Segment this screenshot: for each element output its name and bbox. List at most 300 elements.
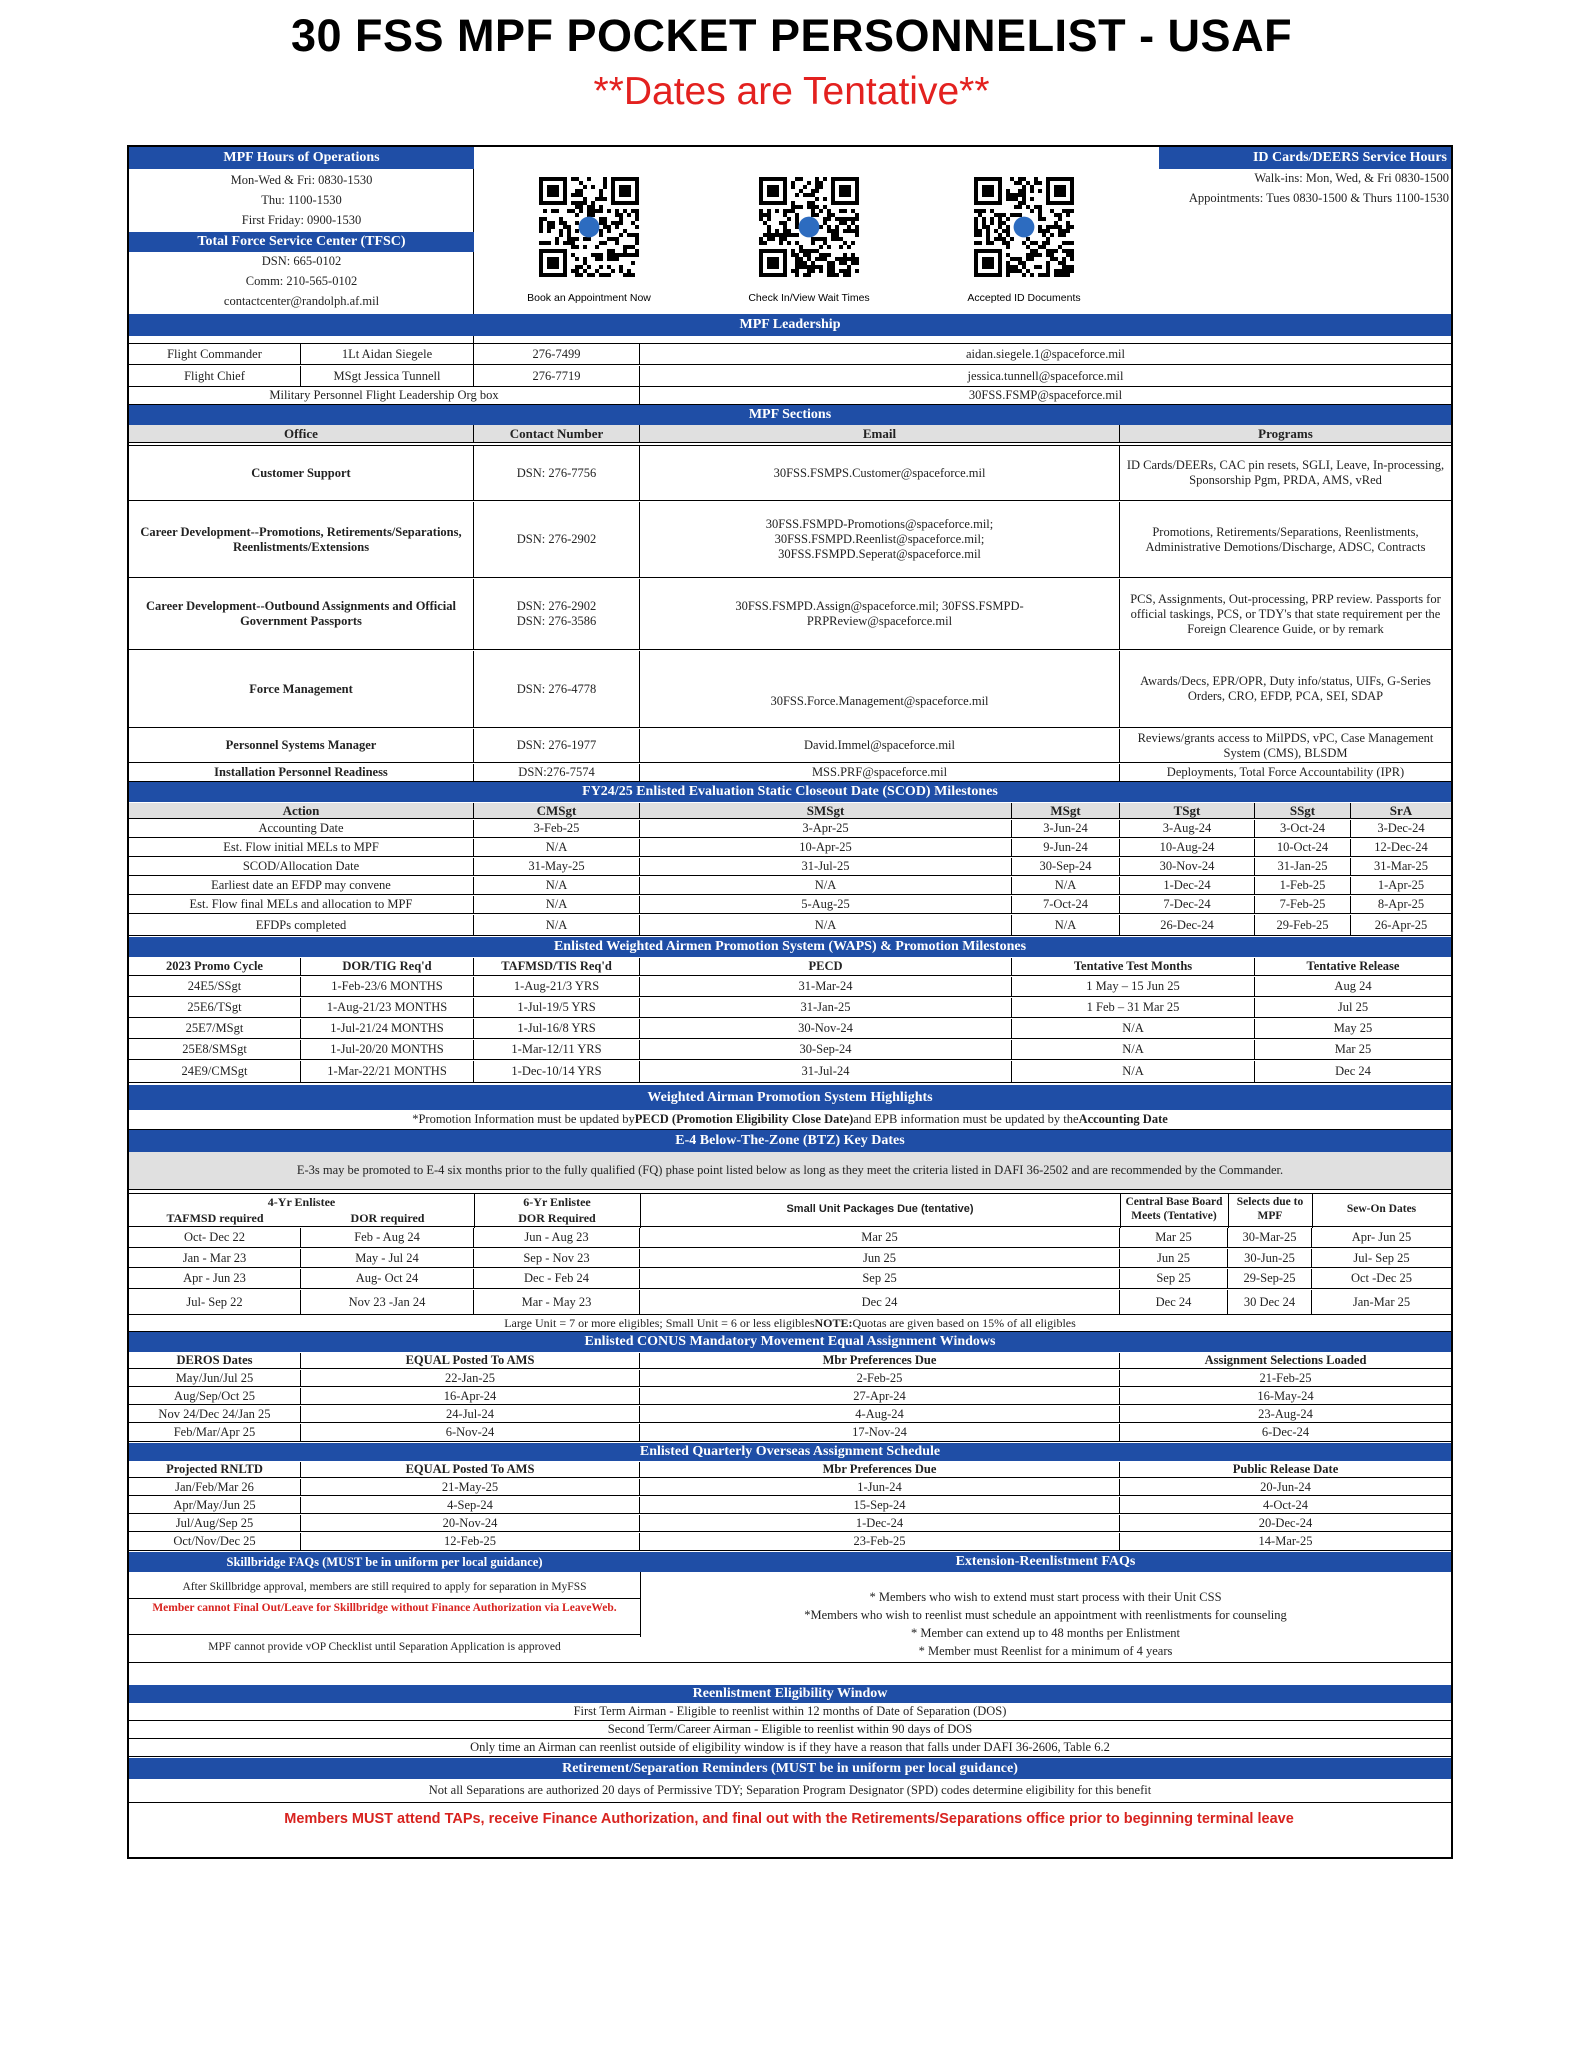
scod-cell: Accounting Date — [129, 820, 474, 837]
overseas-column-headers — [129, 1462, 1451, 1478]
conus-cell: 16-Apr-24 — [301, 1388, 640, 1404]
overseas-cell: 20-Jun-24 — [1260, 1479, 1311, 1494]
skillbridge-header: Skillbridge FAQs (MUST be in uniform per local guidance) — [129, 1552, 640, 1572]
btz-group-6yr: 6-Yr Enlistee — [523, 1195, 591, 1209]
qr-code-wait-times[interactable] — [759, 177, 859, 277]
overseas-cell: 12-Feb-25 — [301, 1533, 640, 1550]
scod-row — [129, 839, 1451, 857]
overseas-cell: Jul/Aug/Sep 25 — [129, 1515, 301, 1531]
id-cards-appointments: Appointments: Tues 0830-1500 & Thurs 1100-1530 — [1188, 191, 1449, 205]
leader-role: Flight Commander — [129, 344, 301, 364]
btz-row — [129, 1290, 1451, 1315]
btz-cell: Sep 25 — [640, 1269, 1120, 1288]
leadership-row — [129, 343, 1451, 365]
btz-cell: May - Jul 24 — [301, 1249, 474, 1267]
scod-col-tsgt: TSgt — [1120, 803, 1255, 818]
btz-col-sup: Small Unit Packages Due (tentative) — [786, 1203, 974, 1215]
highlights-header: Weighted Airman Promotion System Highlights — [129, 1085, 1451, 1110]
scod-cell: 3-Apr-25 — [640, 820, 1012, 837]
scod-cell: N/A — [640, 915, 1012, 935]
page-subtitle: **Dates are Tentative** — [593, 70, 990, 113]
waps-cell: 1 May – 15 Jun 25 — [1012, 977, 1255, 996]
section-office: Career Development--Outbound Assignments and Official Government Passports — [129, 579, 474, 649]
scod-col-smsgt: SMSgt — [640, 803, 1012, 818]
btz-group-4yr: 4-Yr Enlistee — [267, 1195, 336, 1209]
waps-col-tafmsd: TAFMSD/TIS Req'd — [474, 958, 640, 975]
conus-col-deros: DEROS Dates — [129, 1353, 301, 1368]
scod-cell: Est. Flow final MELs and allocation to MPF — [129, 896, 474, 913]
overseas-col-rnltd: Projected RNLTD — [129, 1462, 301, 1477]
scod-cell: 3-Feb-25 — [474, 820, 640, 837]
leadership-org-row — [129, 387, 1451, 405]
scod-cell: 3-Dec-24 — [1377, 821, 1425, 835]
section-contact: DSN: 276-2902 — [474, 502, 640, 577]
waps-col-test-months: Tentative Test Months — [1012, 958, 1255, 975]
waps-cell: N/A — [1012, 1019, 1255, 1038]
btz-cell: Oct -Dec 25 — [1350, 1271, 1413, 1285]
scod-cell: N/A — [1012, 915, 1120, 935]
scod-cell: Earliest date an EFDP may convene — [129, 877, 474, 894]
waps-cell: Jul 25 — [1337, 1000, 1369, 1014]
btz-cell: Sep 25 — [1120, 1269, 1228, 1288]
section-row — [129, 445, 1451, 501]
scod-cell: 3-Aug-24 — [1120, 820, 1255, 837]
waps-col-release: Tentative Release — [1306, 959, 1400, 973]
qr-code-appointment[interactable] — [539, 177, 639, 277]
extension-line-4: * Member must Reenlist for a minimum of 4 years — [918, 1644, 1173, 1658]
section-office: Customer Support — [129, 446, 474, 500]
scod-col-action: Action — [129, 803, 474, 818]
scod-cell: N/A — [474, 915, 640, 935]
btz-col-cbb: Central Base Board Meets (Tentative) — [1125, 1196, 1223, 1223]
extension-line-1: * Members who wish to extend must start process with their Unit CSS — [869, 1590, 1222, 1604]
btz-row — [129, 1228, 1451, 1248]
scod-col-sra: SrA — [1351, 803, 1451, 818]
btz-cell: Feb - Aug 24 — [301, 1228, 474, 1247]
scod-cell: 12-Dec-24 — [1374, 840, 1428, 854]
conus-cell: 6-Nov-24 — [301, 1424, 640, 1441]
scod-cell: N/A — [1012, 877, 1120, 894]
btz-col-sel: Selects due to MPF — [1236, 1196, 1304, 1223]
skillbridge-warning: Member cannot Final Out/Leave for Skillbridge without Finance Authorization via LeaveWeb. — [152, 1602, 617, 1614]
overseas-cell: 15-Sep-24 — [640, 1497, 1120, 1513]
btz-cell: Mar - May 23 — [474, 1290, 640, 1314]
waps-cell: 30-Nov-24 — [640, 1019, 1012, 1038]
section-programs: ID Cards/DEERs, CAC pin resets, SGLI, Leave, In-processing, Sponsorship Pgm, PRDA, AMS, vRed — [1126, 458, 1445, 487]
scod-cell: N/A — [474, 877, 640, 894]
btz-cell: Dec 24 — [640, 1290, 1120, 1314]
waps-row — [129, 1019, 1451, 1039]
waps-row — [129, 977, 1451, 997]
highlights-pre: *Promotion Information must be updated by — [412, 1112, 635, 1126]
sections-header: MPF Sections — [129, 405, 1451, 425]
page-title: 30 FSS MPF POCKET PERSONNELIST - USAF — [290, 10, 1293, 61]
waps-cell: 1-Jul-20/20 MONTHS — [301, 1040, 474, 1059]
leadership-row — [129, 366, 1451, 387]
retirement-line: Not all Separations are authorized 20 days of Permissive TDY; Separation Program Designator (SPD) codes determine eligibility for this benefit — [428, 1783, 1152, 1797]
waps-cell: 25E6/TSgt — [129, 998, 301, 1017]
scod-cell: 26-Apr-25 — [1374, 917, 1428, 932]
waps-cell: 1-Jul-21/24 MONTHS — [301, 1019, 474, 1038]
btz-cell: Jul- Sep 22 — [129, 1290, 301, 1314]
conus-cell: 23-Aug-24 — [1258, 1406, 1313, 1421]
waps-cell: N/A — [1012, 1061, 1255, 1082]
waps-cell: 1-Aug-21/23 MONTHS — [301, 998, 474, 1017]
section-programs: PCS, Assignments, Out-processing, PRP review. Passports for official taskings, PCS, or TDY's that state requirement per the Foreign Clearence Guide, or by remark — [1130, 591, 1441, 636]
waps-row — [129, 998, 1451, 1018]
conus-row — [129, 1406, 1451, 1423]
scod-row — [129, 858, 1451, 876]
id-cards-header: ID Cards/DEERS Service Hours — [1159, 147, 1451, 169]
hours-line-3: First Friday: 0900-1530 — [241, 213, 362, 227]
conus-cell: May/Jun/Jul 25 — [129, 1370, 301, 1386]
waps-cell: May 25 — [1333, 1021, 1373, 1035]
btz-footnote-pre: Large Unit = 7 or more eligibles; Small Unit = 6 or less eligibles — [504, 1316, 815, 1331]
id-cards-walkins: Walk-ins: Mon, Wed, & Fri 0830-1500 — [1254, 171, 1449, 185]
overseas-col-equal: EQUAL Posted To AMS — [301, 1462, 640, 1477]
conus-row — [129, 1388, 1451, 1405]
scod-cell: 10-Apr-25 — [640, 839, 1012, 856]
scod-cell: 29-Feb-25 — [1255, 915, 1351, 935]
overseas-header: Enlisted Quarterly Overseas Assignment Schedule — [129, 1443, 1451, 1461]
waps-col-cycle: 2023 Promo Cycle — [129, 958, 301, 975]
scod-cell: N/A — [474, 839, 640, 856]
waps-row — [129, 1061, 1451, 1083]
conus-row — [129, 1424, 1451, 1442]
scod-cell: 7-Dec-24 — [1120, 896, 1255, 913]
btz-cell: Apr - Jun 23 — [129, 1269, 301, 1288]
overseas-col-prefs: Mbr Preferences Due — [640, 1462, 1120, 1477]
highlights-mid: and EPB information must be updated by the — [853, 1112, 1079, 1126]
leader-phone: 276-7499 — [474, 344, 640, 364]
hours-line-1: Mon-Wed & Fri: 0830-1530 — [230, 173, 373, 187]
highlights-accounting: Accounting Date — [1078, 1112, 1168, 1126]
btz-note-row — [129, 1152, 1451, 1190]
scod-cell: 9-Jun-24 — [1012, 839, 1120, 856]
reenlist-row — [129, 1739, 1451, 1757]
waps-cell: 31-Mar-24 — [640, 977, 1012, 996]
extension-line-3: * Member can extend up to 48 months per Enlistment — [910, 1626, 1181, 1640]
waps-cell: 1-Jul-19/5 YRS — [474, 998, 640, 1017]
scod-cell: 26-Dec-24 — [1120, 915, 1255, 935]
btz-row — [129, 1269, 1451, 1289]
btz-col-tafmsd: TAFMSD required — [166, 1211, 264, 1225]
section-contact: DSN: 276-4778 — [474, 651, 640, 727]
waps-cell: 31-Jan-25 — [640, 998, 1012, 1017]
btz-cell: Mar 25 — [640, 1228, 1120, 1247]
waps-cell: 25E7/MSgt — [129, 1019, 301, 1038]
waps-cell: 1-Dec-10/14 YRS — [474, 1061, 640, 1082]
btz-row — [129, 1249, 1451, 1268]
section-programs: Reviews/grants access to MilPDS, vPC, Case Management System (CMS), BLSDM — [1137, 730, 1434, 760]
leader-org-email[interactable]: 30FSS.FSMP@spaceforce.mil — [968, 388, 1123, 402]
section-email[interactable]: 30FSS.FSMPD-Promotions@spaceforce.mil; 30FSS.FSMPD.Reenlist@spaceforce.mil; 30FSS.FSMPD.Seperat@spaceforce.mil — [640, 502, 1120, 577]
skillbridge-line-1: After Skillbridge approval, members are still required to apply for separation in MyFSS — [182, 1581, 587, 1593]
conus-cell: Nov 24/Dec 24/Jan 25 — [129, 1406, 301, 1422]
col-contact: Contact Number — [474, 425, 640, 442]
scod-cell: 30-Nov-24 — [1120, 858, 1255, 875]
leader-email[interactable]: aidan.siegele.1@spaceforce.mil — [965, 346, 1125, 361]
overseas-cell: Oct/Nov/Dec 25 — [129, 1533, 301, 1550]
btz-cell: Dec - Feb 24 — [474, 1269, 640, 1288]
conus-cell: 22-Jan-25 — [301, 1370, 640, 1386]
btz-cell: Sep - Nov 23 — [474, 1249, 640, 1267]
btz-col-sew: Sew-On Dates — [1346, 1203, 1417, 1215]
overseas-cell: 21-May-25 — [301, 1479, 640, 1495]
qr-caption-wait-times: Check In/View Wait Times — [748, 292, 870, 304]
section-programs: Awards/Decs, EPR/OPR, Duty info/status, UIFs, G-Series Orders, CRO, EFDP, PCA, SEI, SDAP — [1140, 674, 1431, 703]
leader-role: Flight Chief — [129, 366, 301, 386]
reenlist-header: Reenlistment Eligibility Window — [129, 1685, 1451, 1703]
btz-footnote — [129, 1316, 1451, 1331]
qr-caption-id-documents: Accepted ID Documents — [967, 292, 1081, 304]
btz-cell: 30 Dec 24 — [1228, 1290, 1312, 1314]
scod-header: FY24/25 Enlisted Evaluation Static Closeout Date (SCOD) Milestones — [129, 782, 1451, 802]
scod-column-headers — [129, 803, 1451, 819]
section-contact: DSN:276-7574 — [474, 764, 640, 781]
waps-cell: 1 Feb – 31 Mar 25 — [1012, 998, 1255, 1017]
conus-cell: 6-Dec-24 — [1261, 1425, 1310, 1439]
btz-cell: 29-Sep-25 — [1228, 1269, 1312, 1288]
leadership-header: MPF Leadership — [129, 314, 1451, 336]
overseas-cell: 4-Sep-24 — [301, 1497, 640, 1513]
waps-cell: Aug 24 — [1334, 979, 1372, 993]
highlights-text — [129, 1110, 1451, 1129]
conus-column-headers — [129, 1353, 1451, 1369]
waps-col-dor: DOR/TIG Req'd — [301, 958, 474, 975]
col-programs: Programs — [1120, 425, 1451, 442]
qr-caption-appointment: Book an Appointment Now — [527, 292, 651, 304]
overseas-cell: 4-Oct-24 — [1262, 1497, 1309, 1512]
reenlist-line-1: First Term Airman - Eligible to reenlist within 12 months of Date of Separation (DOS) — [573, 1704, 1007, 1718]
scod-cell: 3-Jun-24 — [1012, 820, 1120, 837]
conus-col-prefs: Mbr Preferences Due — [640, 1353, 1120, 1368]
overseas-cell: Apr/May/Jun 25 — [129, 1497, 301, 1513]
section-contact: DSN: 276-1977 — [474, 729, 640, 762]
btz-col-dor: DOR required — [350, 1211, 425, 1225]
section-programs: Promotions, Retirements/Separations, Reenlistments, Administrative Demotions/Discharge, ADSC, Contracts — [1145, 524, 1426, 554]
btz-cell: Aug- Oct 24 — [301, 1269, 474, 1288]
scod-cell: Est. Flow initial MELs to MPF — [129, 839, 474, 856]
scod-cell: EFDPs completed — [129, 915, 474, 935]
scod-cell: 31-Jan-25 — [1255, 858, 1351, 875]
col-email: Email — [640, 425, 1120, 442]
retirement-warning: Members MUST attend TAPs, receive Finance Authorization, and final out with the Retirements/Separations office prior to beginning terminal leave — [284, 1811, 1294, 1827]
reenlist-row — [129, 1703, 1451, 1721]
section-row — [129, 729, 1451, 763]
waps-cell: 1-Aug-21/3 YRS — [474, 977, 640, 996]
conus-header: Enlisted CONUS Mandatory Movement Equal Assignment Windows — [129, 1332, 1451, 1352]
highlights-row — [129, 1110, 1451, 1130]
waps-cell: 24E5/SSgt — [129, 977, 301, 996]
leader-email[interactable]: jessica.tunnell@spaceforce.mil — [967, 368, 1124, 383]
conus-cell: 16-May-24 — [1257, 1388, 1314, 1403]
btz-cell: Jul- Sep 25 — [1353, 1250, 1410, 1265]
extension-line-2: *Members who wish to reenlist must schedule an appointment with reenlistments for counseling — [804, 1608, 1287, 1622]
waps-cell: 25E8/SMSgt — [129, 1040, 301, 1059]
scod-cell: N/A — [474, 896, 640, 913]
waps-cell: 1-Jul-16/8 YRS — [474, 1019, 640, 1038]
btz-footnote-row — [129, 1316, 1451, 1332]
reenlist-line-2: Second Term/Career Airman - Eligible to reenlist within 90 days of DOS — [607, 1722, 973, 1736]
section-email[interactable]: 30FSS.FSMPS.Customer@spaceforce.mil — [640, 446, 1120, 500]
btz-cell: Jan - Mar 23 — [129, 1249, 301, 1267]
retirement-row — [129, 1779, 1451, 1803]
conus-col-equal: EQUAL Posted To AMS — [301, 1353, 640, 1368]
hours-block — [129, 169, 474, 369]
leader-name: 1Lt Aidan Siegele — [301, 344, 474, 364]
scod-row — [129, 820, 1451, 838]
scod-cell: 1-Feb-25 — [1255, 877, 1351, 894]
conus-cell: 4-Aug-24 — [640, 1406, 1120, 1422]
tfsc-dsn: DSN: 665-0102 — [261, 254, 342, 268]
overseas-cell: 1-Dec-24 — [640, 1515, 1120, 1531]
section-office: Force Management — [129, 651, 474, 727]
scod-row — [129, 896, 1451, 914]
btz-cell: Apr- Jun 25 — [1351, 1230, 1412, 1244]
scod-cell: 10-Aug-24 — [1120, 839, 1255, 856]
btz-cell: Jun 25 — [1120, 1249, 1228, 1267]
scod-cell: 31-May-25 — [474, 858, 640, 875]
scod-row — [129, 877, 1451, 895]
section-row — [129, 579, 1451, 650]
section-email[interactable]: 30FSS.FSMPD.Assign@spaceforce.mil; 30FSS.FSMPD-PRPReview@spaceforce.mil — [640, 579, 1120, 649]
btz-cell: 30-Jun-25 — [1228, 1249, 1312, 1267]
btz-cell: Jun - Aug 23 — [474, 1228, 640, 1247]
btz-note: E-3s may be promoted to E-4 six months prior to the fully qualified (FQ) phase point listed below as long as they meet the criteria listed in DAFI 36-2502 and are recommended by the Commander. — [296, 1163, 1284, 1177]
scod-col-cmsgt: CMSgt — [474, 803, 640, 818]
overseas-cell: 20-Dec-24 — [1258, 1515, 1313, 1530]
section-contact: DSN: 276-7756 — [474, 446, 640, 500]
conus-cell: 2-Feb-25 — [640, 1370, 1120, 1386]
btz-col-dor6: DOR Required — [518, 1211, 596, 1225]
overseas-cell: 20-Nov-24 — [301, 1515, 640, 1531]
scod-cell: 1-Apr-25 — [1377, 878, 1425, 892]
conus-cell: Aug/Sep/Oct 25 — [129, 1388, 301, 1404]
btz-cell: Mar 25 — [1120, 1228, 1228, 1247]
scod-cell: 3-Oct-24 — [1255, 820, 1351, 837]
scod-cell: 31-Jul-25 — [640, 858, 1012, 875]
tfsc-header: Total Force Service Center (TFSC) — [129, 232, 474, 252]
waps-cell: 1-Mar-22/21 MONTHS — [301, 1061, 474, 1082]
conus-cell: Feb/Mar/Apr 25 — [129, 1424, 301, 1441]
waps-cell: Dec 24 — [1335, 1064, 1371, 1078]
waps-col-pecd: PECD — [640, 958, 1012, 975]
overseas-cell: 23-Feb-25 — [640, 1533, 1120, 1550]
waps-cell: N/A — [1012, 1040, 1255, 1059]
btz-cell: Nov 23 -Jan 24 — [301, 1290, 474, 1314]
section-office: Installation Personnel Readiness — [129, 764, 474, 781]
section-email[interactable]: David.Immel@spaceforce.mil — [640, 729, 1120, 762]
col-office: Office — [129, 425, 474, 442]
tfsc-comm: Comm: 210-565-0102 — [245, 274, 358, 288]
scod-cell: 7-Oct-24 — [1012, 896, 1120, 913]
overseas-row — [129, 1479, 1451, 1496]
conus-cell: 27-Apr-24 — [640, 1388, 1120, 1404]
section-office: Career Development--Promotions, Retirements/Separations, Reenlistments/Extensions — [129, 502, 474, 577]
scod-cell: 5-Aug-25 — [640, 896, 1012, 913]
skillbridge-line-3: MPF cannot provide vOP Checklist until Separation Application is approved — [208, 1641, 561, 1653]
scod-col-ssgt: SSgt — [1255, 803, 1351, 818]
waps-cell: 30-Sep-24 — [640, 1040, 1012, 1059]
scod-row — [129, 915, 1451, 936]
hours-header: MPF Hours of Operations — [129, 147, 474, 169]
leader-org-label: Military Personnel Flight Leadership Org box — [129, 387, 640, 404]
extension-header: Extension-Reenlistment FAQs — [640, 1552, 1451, 1572]
btz-column-headers — [129, 1193, 1451, 1227]
overseas-row — [129, 1533, 1451, 1551]
section-email[interactable]: 30FSS.Force.Management@spaceforce.mil — [640, 651, 1120, 727]
tfsc-email[interactable]: contactcenter@randolph.af.mil — [223, 294, 380, 308]
waps-cell: 1-Feb-23/6 MONTHS — [301, 977, 474, 996]
overseas-col-release: Public Release Date — [1232, 1462, 1339, 1476]
waps-row — [129, 1040, 1451, 1060]
reenlist-line-3: Only time an Airman can reenlist outside of eligibility window is if they have a reason that falls under DAFI 36-2606, Table 6.2 — [470, 1740, 1110, 1754]
section-row — [129, 764, 1451, 782]
leader-phone: 276-7719 — [474, 366, 640, 386]
scod-col-msgt: MSgt — [1012, 803, 1120, 818]
waps-cell: 31-Jul-24 — [640, 1061, 1012, 1082]
conus-cell: 17-Nov-24 — [640, 1424, 1120, 1441]
section-office: Personnel Systems Manager — [129, 729, 474, 762]
btz-cell: Jun 25 — [640, 1249, 1120, 1267]
scod-cell: N/A — [640, 877, 1012, 894]
waps-cell: 1-Mar-12/11 YRS — [474, 1040, 640, 1059]
overseas-row — [129, 1515, 1451, 1532]
conus-cell: 24-Jul-24 — [301, 1406, 640, 1422]
waps-cell: 24E9/CMSgt — [129, 1061, 301, 1082]
overseas-cell: 1-Jun-24 — [640, 1479, 1120, 1495]
leader-name: MSgt Jessica Tunnell — [301, 366, 474, 386]
overseas-cell: 14-Mar-25 — [1258, 1534, 1313, 1548]
btz-footnote-post: Quotas are given based on 15% of all eligibles — [852, 1316, 1076, 1331]
reenlist-row — [129, 1721, 1451, 1739]
conus-col-selections: Assignment Selections Loaded — [1204, 1353, 1367, 1367]
sections-column-headers — [129, 425, 1451, 443]
section-programs: Deployments, Total Force Accountability (IPR) — [1166, 765, 1405, 779]
section-email[interactable]: MSS.PRF@spaceforce.mil — [640, 764, 1120, 781]
qr-code-id-documents[interactable] — [974, 177, 1074, 277]
section-row — [129, 651, 1451, 728]
scod-cell: 30-Sep-24 — [1012, 858, 1120, 875]
highlights-pecd: PECD (Promotion Eligibility Close Date) — [634, 1112, 854, 1126]
section-row — [129, 502, 1451, 578]
hours-line-2: Thu: 1100-1530 — [261, 193, 342, 207]
overseas-row — [129, 1497, 1451, 1514]
scod-cell: 1-Dec-24 — [1120, 877, 1255, 894]
btz-cell: Jan-Mar 25 — [1352, 1294, 1411, 1309]
btz-cell: 30-Mar-25 — [1228, 1228, 1312, 1247]
personnelist-sheet — [127, 145, 1453, 1859]
btz-cell: Oct- Dec 22 — [129, 1228, 301, 1247]
waps-column-headers — [129, 958, 1451, 976]
scod-cell: SCOD/Allocation Date — [129, 858, 474, 875]
scod-cell: 10-Oct-24 — [1255, 839, 1351, 856]
retirement-header: Retirement/Separation Reminders (MUST be in uniform per local guidance) — [129, 1758, 1451, 1779]
btz-cell: Dec 24 — [1120, 1290, 1228, 1314]
btz-header: E-4 Below-The-Zone (BTZ) Key Dates — [129, 1130, 1451, 1152]
btz-footnote-note: NOTE: — [814, 1316, 853, 1331]
conus-cell: 21-Feb-25 — [1259, 1370, 1312, 1385]
scod-cell: 8-Apr-25 — [1377, 897, 1425, 911]
waps-cell: Mar 25 — [1334, 1042, 1372, 1056]
waps-header: Enlisted Weighted Airmen Promotion System (WAPS) & Promotion Milestones — [129, 937, 1451, 957]
conus-row — [129, 1370, 1451, 1387]
scod-cell: 7-Feb-25 — [1255, 896, 1351, 913]
section-contact: DSN: 276-2902 DSN: 276-3586 — [474, 579, 640, 649]
overseas-cell: Jan/Feb/Mar 26 — [129, 1479, 301, 1495]
scod-cell: 31-Mar-25 — [1374, 859, 1428, 873]
